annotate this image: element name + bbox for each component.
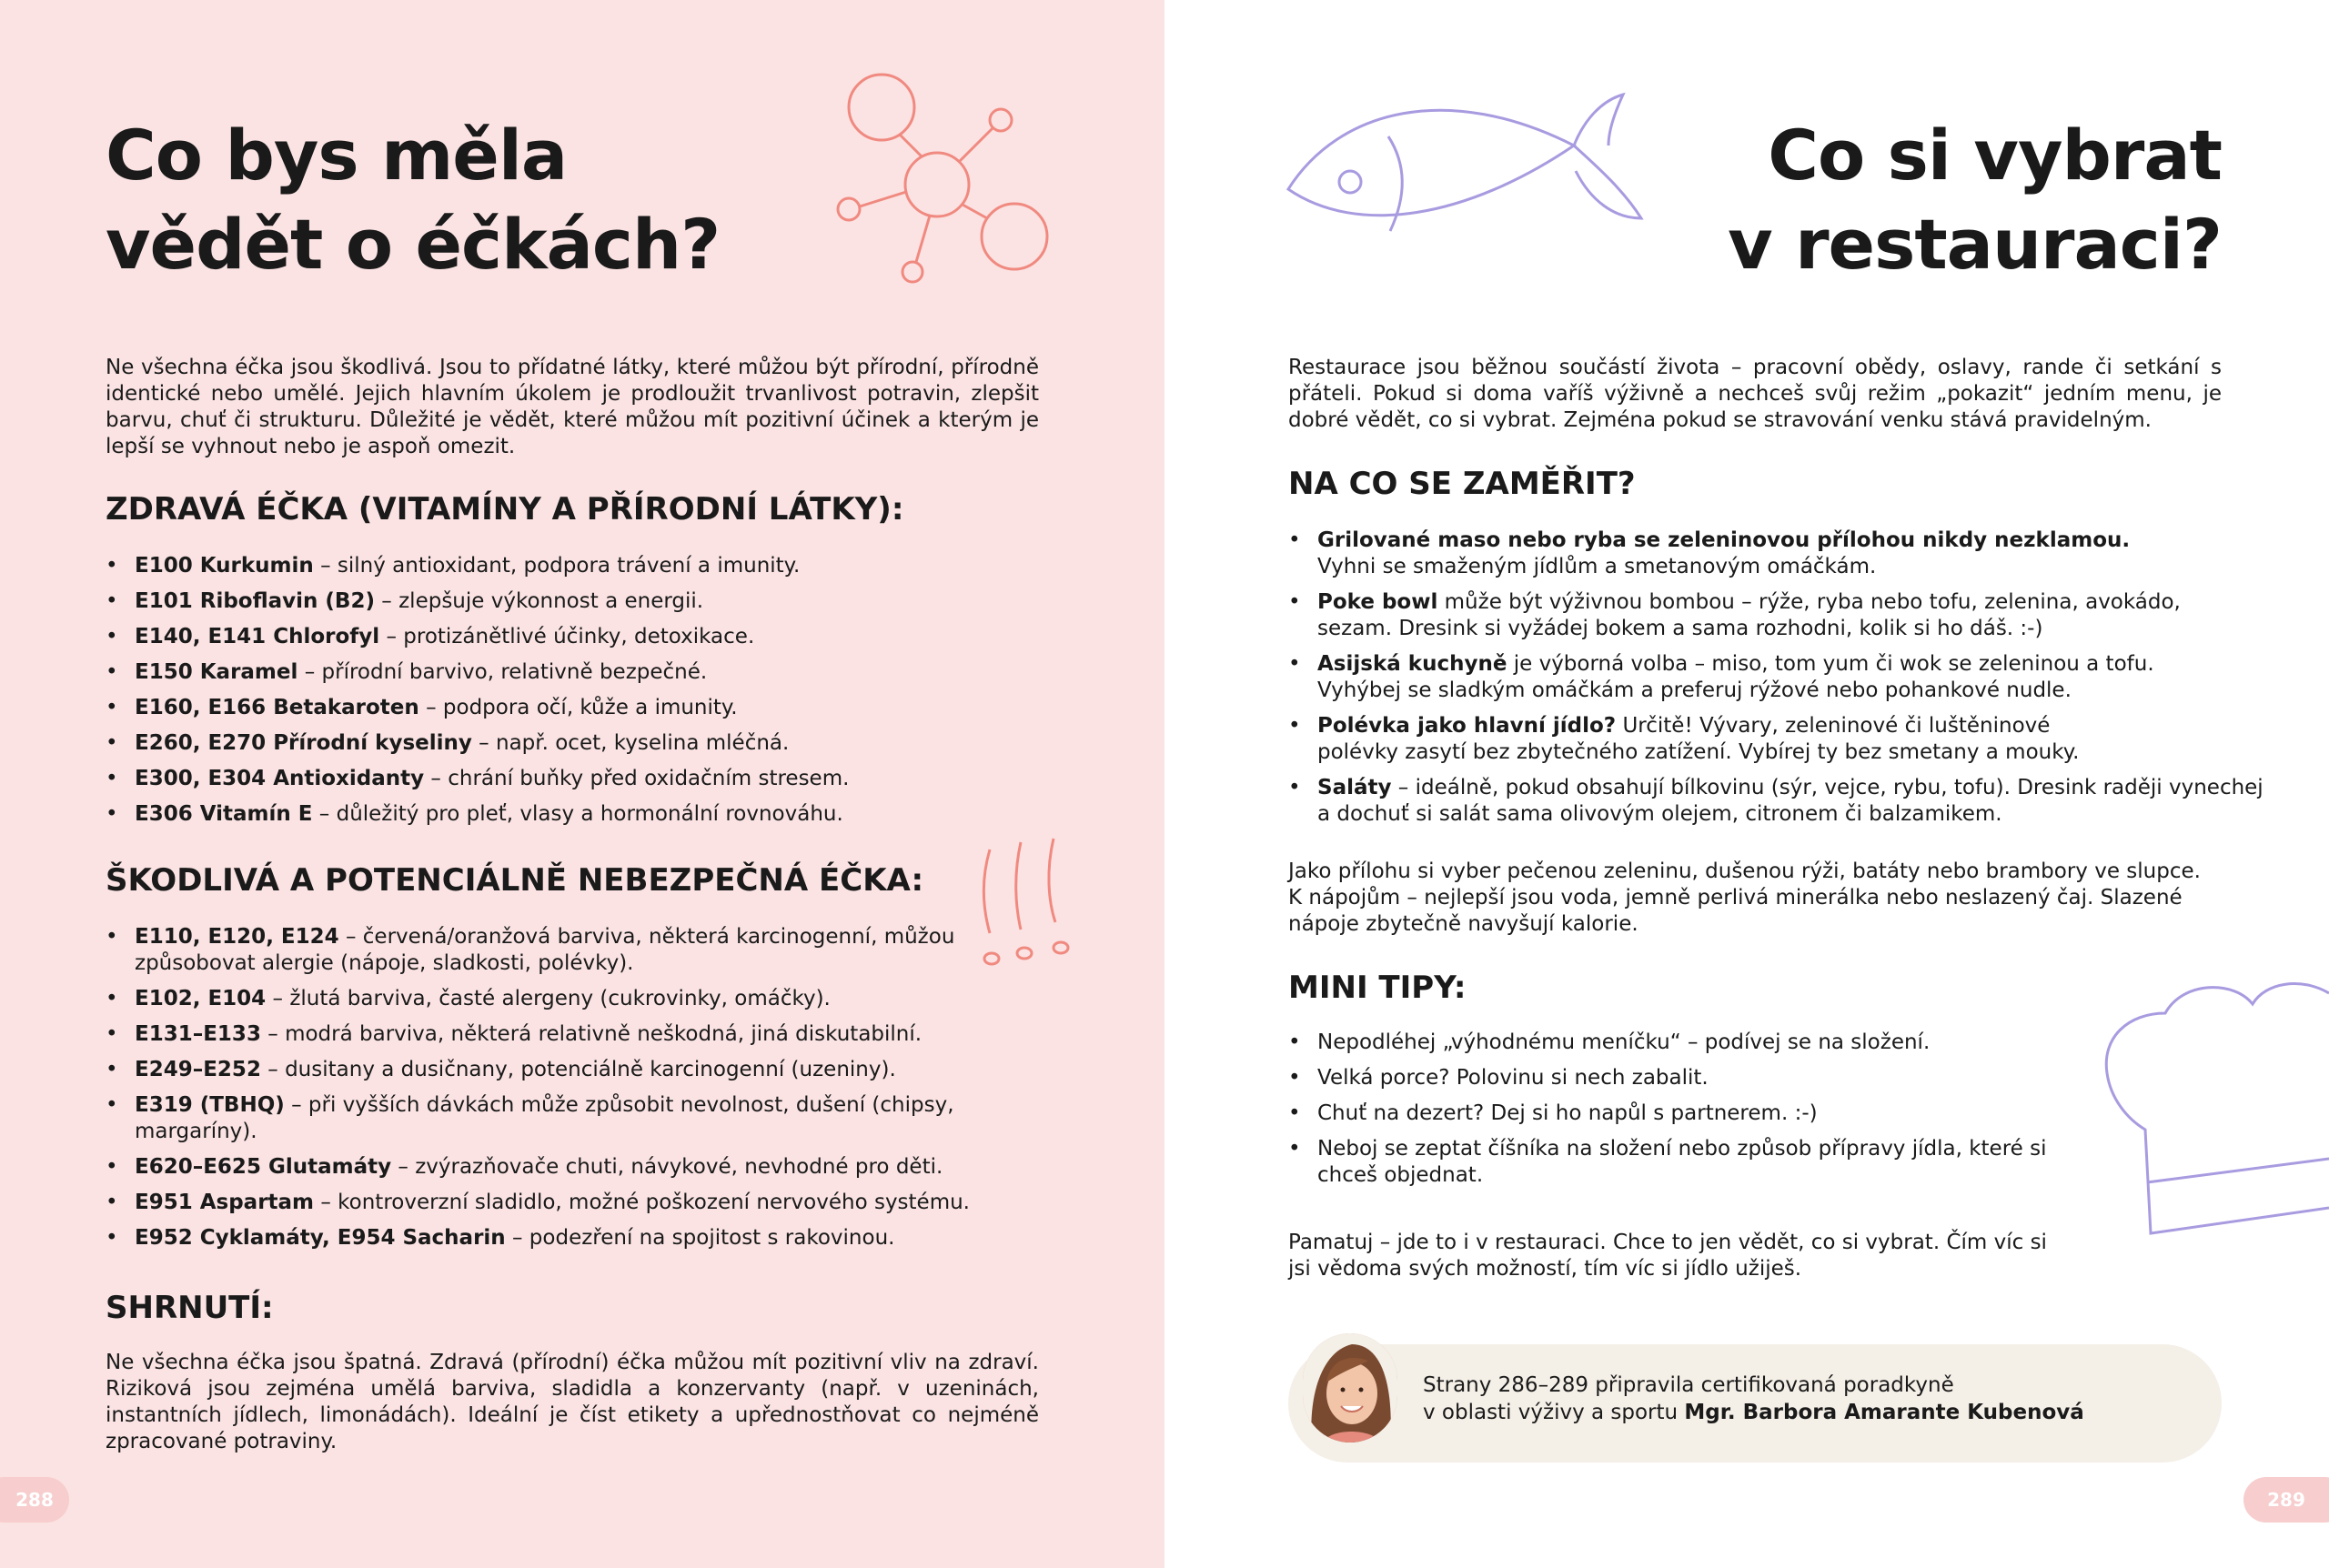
list-item: • Neboj se zeptat číšníka na složení nebo způsob přípravy jídla, které si chceš objednat. <box>1288 1136 2089 1189</box>
chef-hat-icon <box>2074 973 2329 1246</box>
right-title-line2: v restauraci? <box>1728 204 2222 285</box>
left-title-line1: Co bys měla <box>106 115 568 196</box>
list-item: • Saláty – ideálně, pokud obsahují bílkovinu (sýr, vejce, rybu, tofu). Dresink raději vynechej a dochuť si salát sama olivovým olejem, citronem či balzamikem. <box>1288 775 2263 828</box>
list-item: • E101 Riboflavin (B2) – zlepšuje výkonnost a energii. <box>106 588 1070 615</box>
list-item: • E140, E141 Chlorofyl – protizánětlivé účinky, detoxikace. <box>106 624 1070 650</box>
list-item: • Polévka jako hlavní jídlo? Určitě! Vývary, zeleninové či luštěninové polévky zasytí bez zbytečného zatížení. Vybírej ty bez smetany a mouky. <box>1288 713 2136 766</box>
left-title-line2: vědět o éčkách? <box>106 204 721 285</box>
focus-heading: NA CO SE ZAMĚŘIT? <box>1288 466 1636 502</box>
right-intro: Restaurace jsou běžnou součástí života – pracovní obědy, oslavy, rande či setkání s přáteli. Pokud si doma vaříš výživně a nechceš svůj režim „pokazit“ jedním menu, je dobré vědět, co si vybrat. Zejména pokud se stravování venku stává pravidelným. <box>1288 356 2222 432</box>
page-number-right: 289 <box>2243 1477 2329 1523</box>
list-item: • E102, E104 – žlutá barviva, časté alergeny (cukrovinky, omáčky). <box>106 986 1070 1012</box>
author-credit <box>1423 1372 2205 1426</box>
list-item: • E131–E133 – modrá barviva, některá relativně neškodná, jiná diskutabilní. <box>106 1021 1070 1048</box>
author-line2: v oblasti výživy a sportu Mgr. Barbora Amarante Kubenová <box>1423 1401 2084 1424</box>
focus-list <box>1288 528 2263 837</box>
healthy-list <box>106 553 1070 837</box>
left-title <box>106 111 720 289</box>
list-item: • E249–E252 – dusitany a dusičnany, potenciálně karcinogenní (uzeniny). <box>106 1057 1070 1083</box>
tips-heading: MINI TIPY: <box>1288 970 1467 1006</box>
list-item: • E150 Karamel – přírodní barvivo, relativně bezpečné. <box>106 659 1070 686</box>
summary-heading: SHRNUTÍ: <box>106 1290 274 1326</box>
right-title <box>1728 111 2222 289</box>
closing-text: Pamatuj – jde to i v restauraci. Chce to jen vědět, co si vybrat. Čím víc si jsi vědoma svých možností, tím víc si jídlo užiješ. <box>1288 1231 2047 1281</box>
author-line1: Strany 286–289 připravila certifikovaná poradkyně <box>1423 1373 1954 1397</box>
list-item: • Nepodléhej „výhodnému meníčku“ – podívej se na složení. <box>1288 1030 2089 1056</box>
list-item: • E300, E304 Antioxidanty – chrání buňky před oxidačním stresem. <box>106 766 1070 792</box>
list-item: • E160, E166 Betakaroten – podpora očí, kůže a imunity. <box>106 695 1070 721</box>
harmful-list <box>106 924 1070 1261</box>
list-item: • E620–E625 Glutamáty – zvýrazňovače chuti, návykové, nevhodné pro děti. <box>106 1154 1070 1181</box>
left-page <box>0 0 1164 1568</box>
list-item: • E100 Kurkumin – silný antioxidant, podpora trávení a imunity. <box>106 553 1070 579</box>
list-item: • Grilované maso nebo ryba se zeleninovou přílohou nikdy nezklamou. Vyhni se smaženým jídlům a smetanovým omáčkám. <box>1288 528 2136 580</box>
list-item: • Velká porce? Polovinu si nech zabalit. <box>1288 1065 2089 1091</box>
list-item: • E952 Cyklamáty, E954 Sacharin – podezření na spojitost s rakovinou. <box>106 1225 1070 1251</box>
left-intro: Ne všechna éčka jsou škodlivá. Jsou to přídatné látky, které můžou být přírodní, přírodně identické nebo umělé. Jejich hlavním úkolem je prodloužit trvanlivost potravin, zlepšit barvu, chuť či strukturu. Důležité je vědět, které můžou mít pozitivní účinek a kterým je lepší se vyhnout nebo je aspoň omezit. <box>106 356 1039 458</box>
side-dish-text: Jako přílohu si vyber pečenou zeleninu, dušenou rýži, batáty nebo brambory ve slupce. K nápojům – nejlepší jsou voda, jemně perlivá minerálka nebo neslazený čaj. Slazené nápoje zbytečně navyšují kalorie. <box>1288 859 2201 936</box>
author-avatar <box>1303 1333 1397 1442</box>
list-item: • E260, E270 Přírodní kyseliny – např. ocet, kyselina mléčná. <box>106 730 1070 757</box>
healthy-heading: ZDRAVÁ ÉČKA (VITAMÍNY A PŘÍRODNÍ LÁTKY): <box>106 491 904 528</box>
tips-list <box>1288 1030 2089 1198</box>
list-item: • E110, E120, E124 – červená/oranžová barviva, některá karcinogenní, můžou způsobovat alergie (nápoje, sladkosti, polévky). <box>106 924 990 977</box>
right-title-line1: Co si vybrat <box>1768 115 2222 196</box>
list-item: • E951 Aspartam – kontroverzní sladidlo, možné poškození nervového systému. <box>106 1190 1070 1216</box>
list-item: • E306 Vitamín E – důležitý pro pleť, vlasy a hormonální rovnováhu. <box>106 801 1070 828</box>
fish-icon <box>1285 91 1648 236</box>
harmful-heading: ŠKODLIVÁ A POTENCIÁLNĚ NEBEZPEČNÁ ÉČKA: <box>106 862 924 899</box>
molecule-icon <box>832 65 1060 293</box>
list-item: • Chuť na dezert? Dej si ho napůl s partnerem. :-) <box>1288 1101 2089 1127</box>
list-item: • E319 (TBHQ) – při vyšších dávkách může způsobit nevolnost, dušení (chipsy, margaríny). <box>106 1092 990 1145</box>
left-summary: Ne všechna éčka jsou špatná. Zdravá (přírodní) éčka můžou mít pozitivní vliv na zdraví. Riziková jsou zejména umělá barviva, sladidla a konzervanty (např. v uzeninách, instantních jídlech, limonádách). Ideální je číst etikety a upřednostňovat co nejméně zpracované potraviny. <box>106 1351 1039 1453</box>
list-item: • Poke bowl může být výživnou bombou – rýže, ryba nebo tofu, zelenina, avokádo, sezam. Dresink si vyžádej bokem a sama rozhodni, kolik si ho dáš. :-) <box>1288 589 2236 642</box>
author-name: Mgr. Barbora Amarante Kubenová <box>1684 1401 2084 1424</box>
list-item: • Asijská kuchyně je výborná volba – miso, tom yum či wok se zeleninou a tofu. Vyhýbej se sladkým omáčkám a preferuj rýžové nebo pohankové nudle. <box>1288 651 2236 704</box>
page-number-left: 288 <box>0 1477 69 1523</box>
